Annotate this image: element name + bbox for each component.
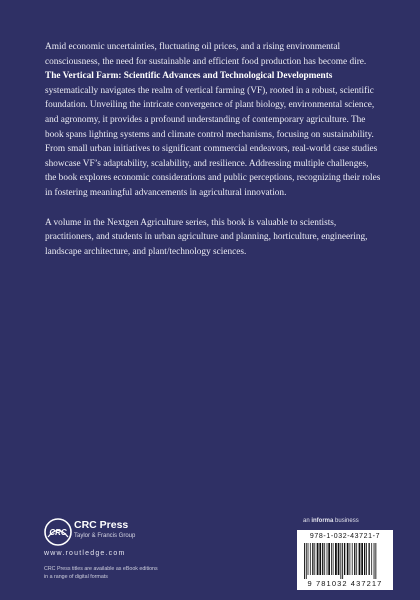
publisher-url[interactable]: www.routledge.com (44, 550, 126, 557)
ebook-notice-line-1: CRC Press titles are available as eBook editions (44, 566, 158, 572)
barcode-bar (328, 543, 330, 575)
informa-suffix: business (333, 518, 359, 524)
publisher-name: CRC Press (74, 519, 129, 531)
barcode-bar (335, 543, 337, 575)
barcode-bar (308, 543, 309, 575)
barcode-bar (306, 543, 307, 579)
isbn-number: 978-1-032-43721-7 (309, 533, 381, 540)
informa-prefix: an (303, 518, 312, 524)
barcode-bar (369, 543, 370, 575)
barcode-bar (347, 543, 349, 575)
barcode-bar (342, 543, 343, 579)
barcode-bar (344, 543, 345, 575)
blurb-paragraph-1 (45, 40, 381, 201)
barcode-bar (304, 543, 305, 579)
barcode-panel (297, 530, 393, 590)
barcode-bar (375, 543, 376, 579)
blurb-intro: Amid economic uncertainties, fluctuating oil prices, and a rising environmental consciousness, the need for sustainable and efficient food production has become dire. (45, 42, 367, 67)
blurb-description: systematically navigates the realm of vertical farming (VF), rooted in a robust, scientific foundation. Unveiling the intricate convergence of plant biology, environmental science, and agronomy, it provides a profound understanding of contemporary agriculture. The book spans lighting systems and climate control mechanisms, focusing on sustainability. From small urban initiatives to significant commercial endeavors, real-world case studies showcase VF’s adaptability, scalability, and resilience. Addressing multiple challenges, the book explores economic considerations and public perceptions, recognizing their roles in fostering meaningful advancements in agricultural innovation. (45, 85, 381, 198)
informa-brand: informa (311, 518, 334, 524)
barcode-bar (352, 543, 353, 575)
barcode-bar (312, 543, 313, 575)
barcode-icon (304, 543, 386, 579)
publisher-group: Taylor & Francis Group (74, 533, 136, 539)
barcode-bar (350, 543, 351, 575)
back-cover-blurb (45, 40, 381, 274)
ebook-notice-line-2: in a range of digital formats (44, 573, 108, 580)
barcode-bar (356, 543, 357, 575)
barcode-bar (322, 543, 323, 575)
barcode-bar (361, 543, 363, 575)
barcode-bar (338, 543, 340, 575)
book-title: The Vertical Farm: Scientific Advances and Technological Developments (45, 71, 333, 82)
barcode-bar (354, 543, 355, 575)
barcode-bar (327, 543, 328, 575)
barcode-bar (324, 543, 325, 575)
barcode-bar (319, 543, 321, 575)
crc-logo-icon (44, 518, 72, 546)
barcode-bar (340, 543, 341, 579)
barcode-bar (371, 543, 372, 575)
ebook-notice (44, 566, 158, 581)
barcode-bar (317, 543, 319, 575)
crc-logo-text: CRC (49, 528, 67, 537)
informa-business-tag (303, 518, 359, 524)
barcode-bar (374, 543, 375, 579)
barcode-bar (366, 543, 367, 575)
barcode-bar (314, 543, 315, 575)
barcode-bar (364, 543, 365, 575)
barcode-bar (331, 543, 332, 575)
ean-number: 9 781032 437217 (307, 579, 383, 588)
barcode-bar (310, 543, 311, 575)
blurb-paragraph-2: A volume in the Nextgen Agriculture series, this book is valuable to scientists, practitioners, and students in urban agriculture and planning, horticulture, engineering, landscape architecture, and plant/technology sciences. (45, 217, 368, 257)
barcode-bar (333, 543, 334, 575)
barcode-bar (359, 543, 361, 575)
